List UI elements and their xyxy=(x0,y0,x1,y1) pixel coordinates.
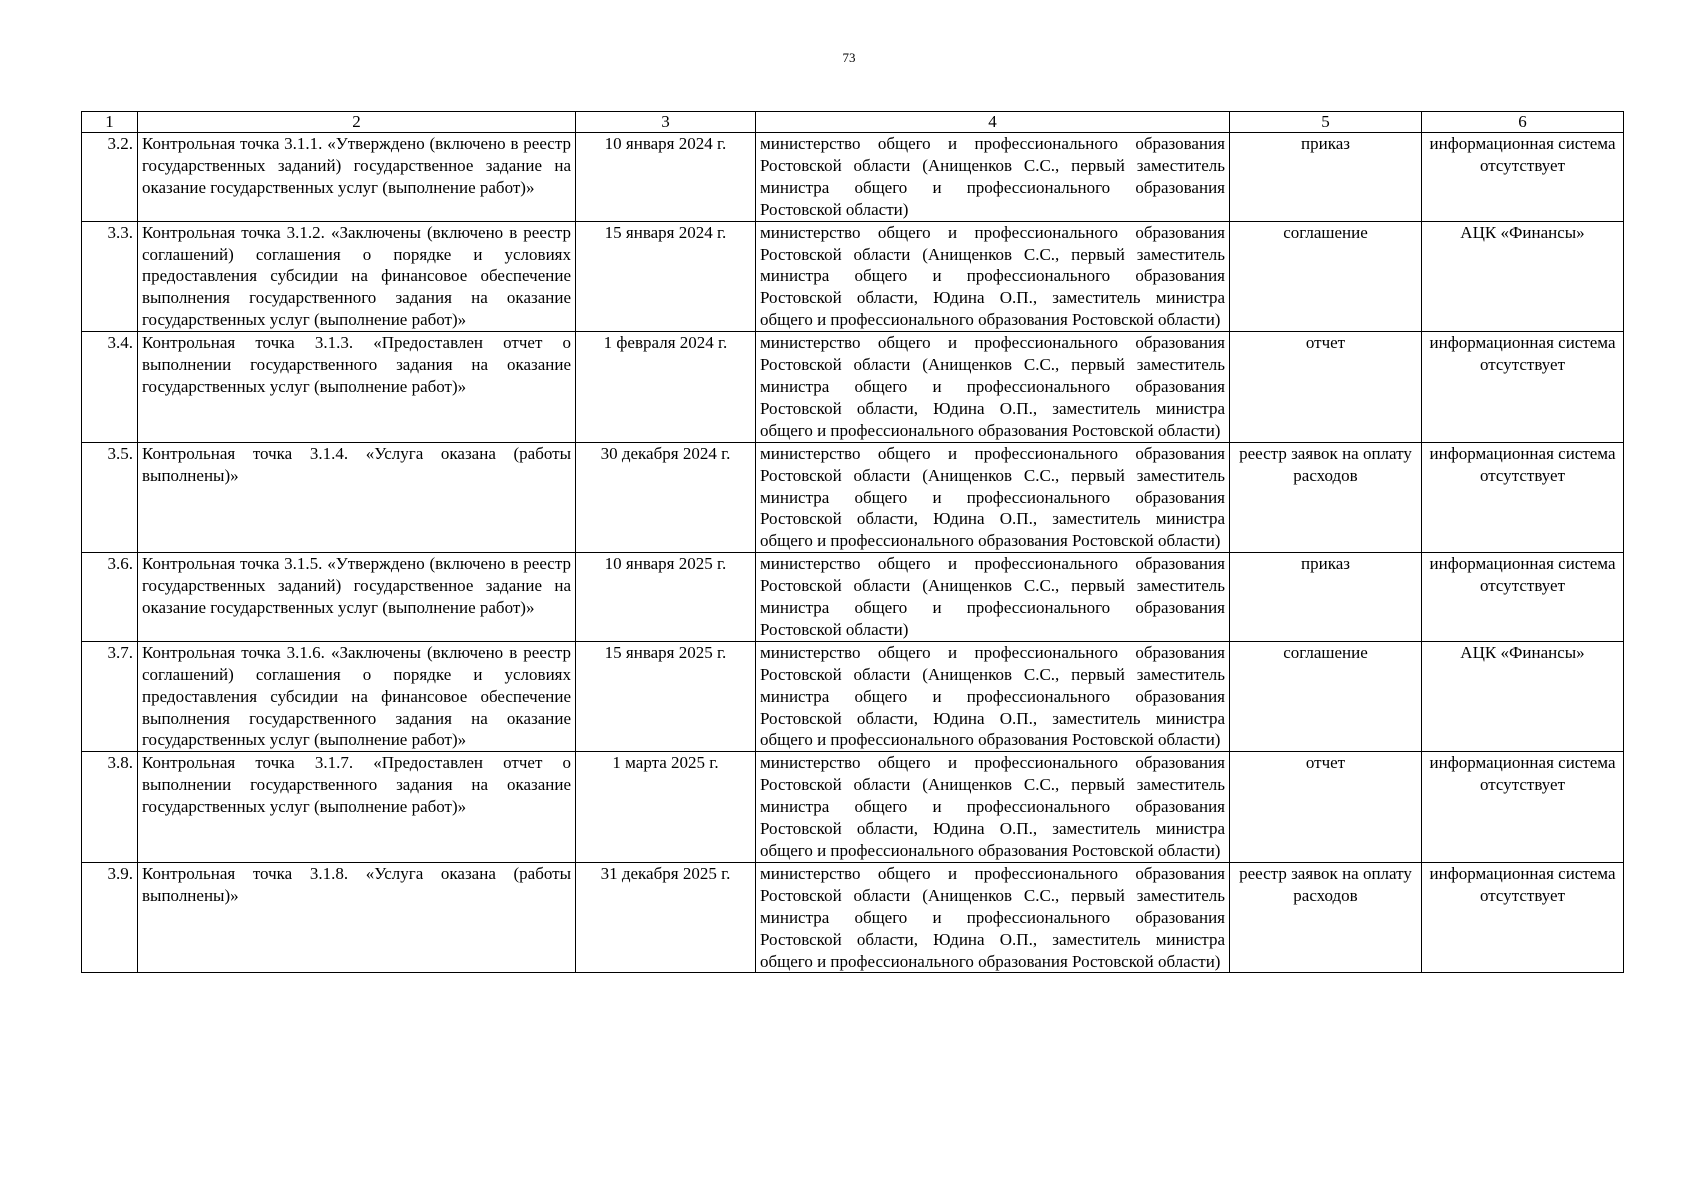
table-row xyxy=(82,221,1624,332)
responsible-executor: министерство общего и профессионального образования Ростовской области (Анищенков С.С., первый заместитель министра общего и профессионального образования Ростовской области, Юдина О.П., заместитель министра общего и профессионального образования Ростовской области) xyxy=(756,332,1230,443)
control-point-description: Контрольная точка 3.1.1. «Утверждено (включено в реестр государственных заданий) государственное задание на оказание государственных услуг (выполнение работ)» xyxy=(138,133,576,222)
control-point-description: Контрольная точка 3.1.5. «Утверждено (включено в реестр государственных заданий) государственное задание на оказание государственных услуг (выполнение работ)» xyxy=(138,553,576,642)
column-header: 3 xyxy=(576,112,756,133)
confirming-document: приказ xyxy=(1230,553,1422,642)
table-row xyxy=(82,553,1624,642)
deadline-date: 15 января 2024 г. xyxy=(576,221,756,332)
row-number: 3.7. xyxy=(82,641,138,752)
deadline-date: 31 декабря 2025 г. xyxy=(576,862,756,973)
row-number: 3.6. xyxy=(82,553,138,642)
deadline-date: 10 января 2024 г. xyxy=(576,133,756,222)
responsible-executor: министерство общего и профессионального образования Ростовской области (Анищенков С.С., первый заместитель министра общего и профессионального образования Ростовской области, Юдина О.П., заместитель министра общего и профессионального образования Ростовской области) xyxy=(756,752,1230,863)
confirming-document: реестр заявок на оплату расходов xyxy=(1230,862,1422,973)
column-header: 4 xyxy=(756,112,1230,133)
row-number: 3.5. xyxy=(82,442,138,553)
information-system: информационная система отсутствует xyxy=(1422,553,1624,642)
confirming-document: соглашение xyxy=(1230,641,1422,752)
deadline-date: 1 февраля 2024 г. xyxy=(576,332,756,443)
information-system: информационная система отсутствует xyxy=(1422,752,1624,863)
header-row xyxy=(82,112,1624,133)
control-points-table xyxy=(81,111,1624,973)
deadline-date: 15 января 2025 г. xyxy=(576,641,756,752)
page-number: 73 xyxy=(842,50,856,65)
deadline-date: 10 января 2025 г. xyxy=(576,553,756,642)
information-system: АЦК «Финансы» xyxy=(1422,221,1624,332)
column-header: 5 xyxy=(1230,112,1422,133)
confirming-document: отчет xyxy=(1230,332,1422,443)
confirming-document: отчет xyxy=(1230,752,1422,863)
responsible-executor: министерство общего и профессионального образования Ростовской области (Анищенков С.С., первый заместитель министра общего и профессионального образования Ростовской области) xyxy=(756,133,1230,222)
row-number: 3.2. xyxy=(82,133,138,222)
control-point-description: Контрольная точка 3.1.3. «Предоставлен отчет о выполнении государственного задания на оказание государственных услуг (выполнение работ)» xyxy=(138,332,576,443)
row-number: 3.4. xyxy=(82,332,138,443)
deadline-date: 1 марта 2025 г. xyxy=(576,752,756,863)
control-point-description: Контрольная точка 3.1.7. «Предоставлен отчет о выполнении государственного задания на оказание государственных услуг (выполнение работ)» xyxy=(138,752,576,863)
column-header: 6 xyxy=(1422,112,1624,133)
information-system: информационная система отсутствует xyxy=(1422,133,1624,222)
responsible-executor: министерство общего и профессионального образования Ростовской области (Анищенков С.С., первый заместитель министра общего и профессионального образования Ростовской области) xyxy=(756,553,1230,642)
confirming-document: реестр заявок на оплату расходов xyxy=(1230,442,1422,553)
responsible-executor: министерство общего и профессионального образования Ростовской области (Анищенков С.С., первый заместитель министра общего и профессионального образования Ростовской области, Юдина О.П., заместитель министра общего и профессионального образования Ростовской области) xyxy=(756,862,1230,973)
control-point-description: Контрольная точка 3.1.6. «Заключены (включено в реестр соглашений) соглашения о порядке и условиях предоставления субсидии на финансовое обеспечение выполнения государственного задания на оказание государственных услуг (выполнение работ)» xyxy=(138,641,576,752)
row-number: 3.3. xyxy=(82,221,138,332)
information-system: АЦК «Финансы» xyxy=(1422,641,1624,752)
information-system: информационная система отсутствует xyxy=(1422,332,1624,443)
table-row xyxy=(82,133,1624,222)
confirming-document: соглашение xyxy=(1230,221,1422,332)
column-header: 1 xyxy=(82,112,138,133)
table-row xyxy=(82,752,1624,863)
table-row xyxy=(82,442,1624,553)
responsible-executor: министерство общего и профессионального образования Ростовской области (Анищенков С.С., первый заместитель министра общего и профессионального образования Ростовской области, Юдина О.П., заместитель министра общего и профессионального образования Ростовской области) xyxy=(756,641,1230,752)
column-header: 2 xyxy=(138,112,576,133)
control-point-description: Контрольная точка 3.1.4. «Услуга оказана (работы выполнены)» xyxy=(138,442,576,553)
row-number: 3.9. xyxy=(82,862,138,973)
table-row xyxy=(82,332,1624,443)
table-row xyxy=(82,641,1624,752)
control-point-description: Контрольная точка 3.1.2. «Заключены (включено в реестр соглашений) соглашения о порядке и условиях предоставления субсидии на финансовое обеспечение выполнения государственного задания на оказание государственных услуг (выполнение работ)» xyxy=(138,221,576,332)
control-point-description: Контрольная точка 3.1.8. «Услуга оказана (работы выполнены)» xyxy=(138,862,576,973)
responsible-executor: министерство общего и профессионального образования Ростовской области (Анищенков С.С., первый заместитель министра общего и профессионального образования Ростовской области, Юдина О.П., заместитель министра общего и профессионального образования Ростовской области) xyxy=(756,442,1230,553)
information-system: информационная система отсутствует xyxy=(1422,862,1624,973)
table-row xyxy=(82,862,1624,973)
deadline-date: 30 декабря 2024 г. xyxy=(576,442,756,553)
responsible-executor: министерство общего и профессионального образования Ростовской области (Анищенков С.С., первый заместитель министра общего и профессионального образования Ростовской области, Юдина О.П., заместитель министра общего и профессионального образования Ростовской области) xyxy=(756,221,1230,332)
confirming-document: приказ xyxy=(1230,133,1422,222)
information-system: информационная система отсутствует xyxy=(1422,442,1624,553)
row-number: 3.8. xyxy=(82,752,138,863)
